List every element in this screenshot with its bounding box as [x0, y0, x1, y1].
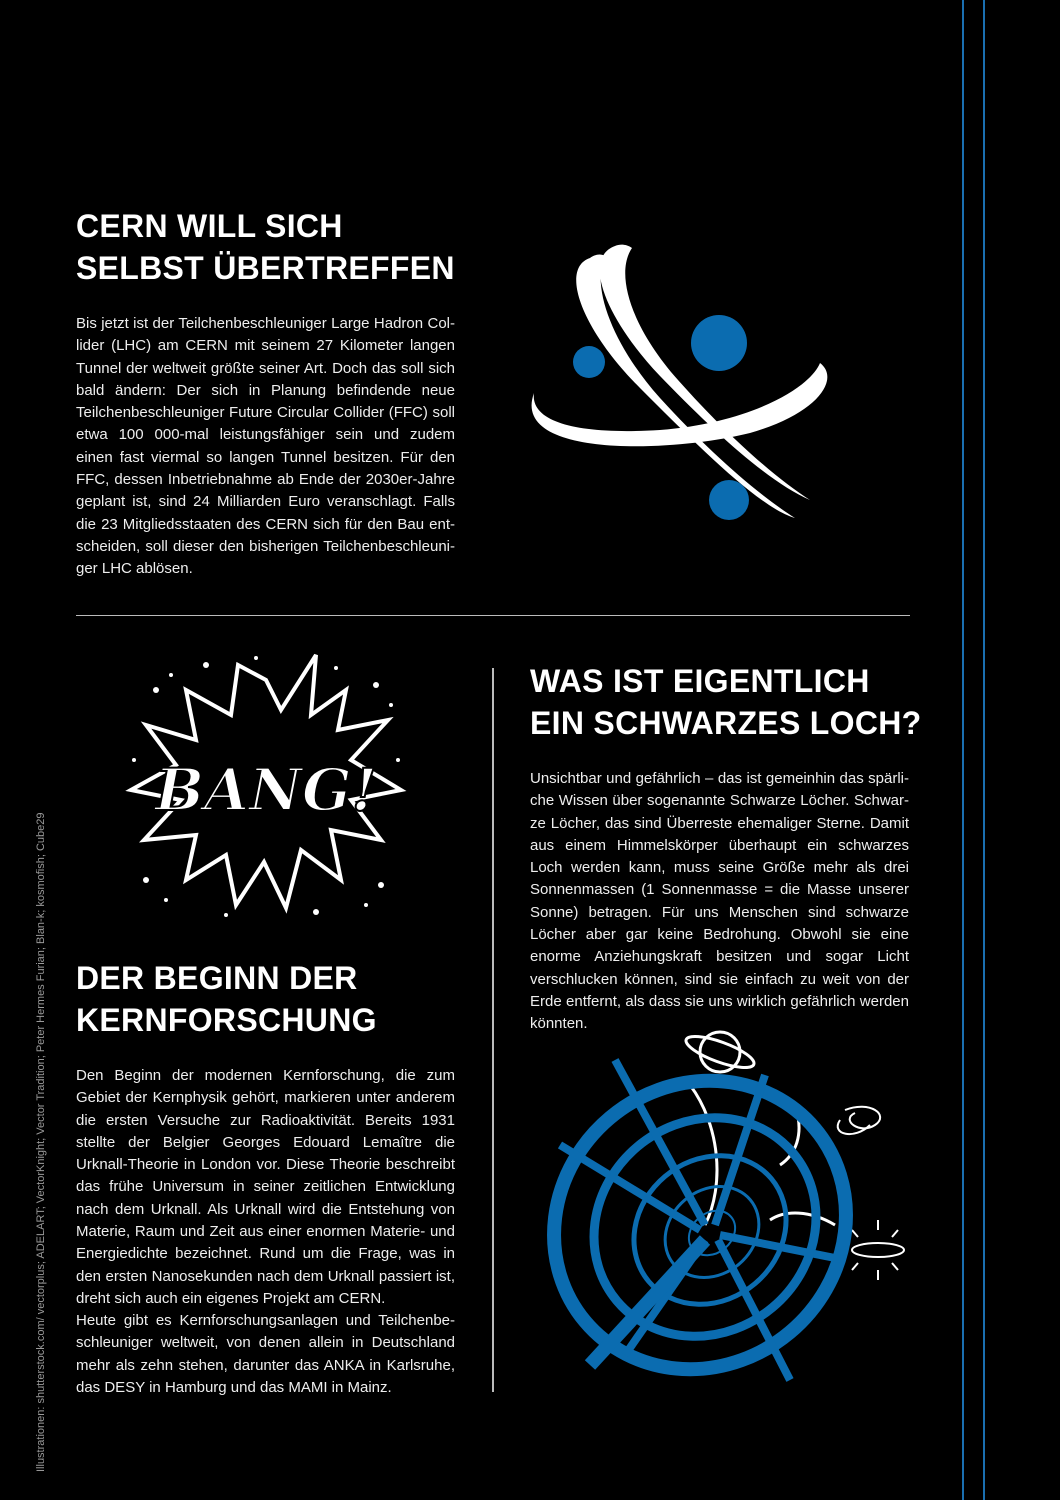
- edge-line-right: [983, 0, 985, 1500]
- galaxy-icon: [838, 1107, 880, 1134]
- kern-title: [76, 957, 377, 1041]
- sun-icon: [852, 1220, 904, 1280]
- loch-title-line2: EIN SCHWARZES LOCH?: [530, 705, 922, 741]
- edge-line-left: [962, 0, 964, 1500]
- kern-title-line1: DER BEGINN DER: [76, 960, 358, 996]
- kern-title-line2: KERNFORSCHUNG: [76, 1002, 377, 1038]
- loch-title-line1: WAS IST EIGENTLICH: [530, 663, 870, 699]
- loch-title: [530, 660, 921, 744]
- illustration-credit: Illustrationen: shutterstock.com/ vectorplus; ADELART; VectorKnight; Vector Tradition; Peter Hermes Furian; Blan-k; kosmofish; Cube29: [35, 812, 47, 1472]
- bang-icon: [126, 650, 406, 920]
- kern-body-2: Heute gibt es Kernforschungsanlagen und Teilchenbeschleuniger weltweit, von denen allein in Deutschland mehr als zehn stehen, darunter das ANKA in Karlsruhe, das DESY in Hamburg und das MAMI in Mainz.: [76, 1312, 455, 1396]
- kern-body: Den Beginn der modernen Kernforschung, die zum Gebiet der Kernphysik gehört, markieren unter anderem die ersten Versuche zur Radioaktivität. Bereits 1931 stellte der Belgier Georges Edouard Lemaître die Urknall-Theorie in London vor. Diese Theorie beschreibt das frühe Universum in seiner zeitlichen Entwicklung nach dem Urknall. Als Urknall wird die Entstehung von Materie, Raum und Zeit aus einer enormen Materie- und Energiedichte bezeichnet. Rund um die Frage, was in den ersten Nanosekunden nach dem Urknall passiert ist, dreht sich auch ein eigenes Projekt am CERN.: [76, 1067, 455, 1307]
- cern-title-line2: SELBST ÜBERTREFFEN: [76, 250, 455, 286]
- loch-body: Unsichtbar und gefährlich – das ist gemeinhin das spärliche Wissen über sogenannte Schwarze Löcher. Schwarze Löcher, das sind Überreste ehemaliger Sterne. Damit aus einem Himmelskörper überhaupt ein schwarzes Loch werden kann, muss seine Größe mehr als drei Sonnenmassen (1 Sonnenmasse = die Masse unserer Sonne) betragen. Für uns Menschen sind schwarze Löcher aber gar keine Bedrohung. Obwohl sie eine enorme Anziehungskraft besitzen und sogar Licht verschlucken können, sind sie einfach zu weit von der Erde entfernt, als dass sie uns wirklich gefährlich werden könnten.: [530, 770, 909, 1033]
- black-hole-icon: [540, 1025, 920, 1405]
- bang-word: BANG!: [154, 756, 378, 824]
- section-divider: [76, 615, 910, 616]
- atom-orbit-icon: [520, 238, 840, 528]
- planet-icon: [683, 1030, 757, 1073]
- cern-title: [76, 205, 455, 289]
- cern-body: Bis jetzt ist der Teilchenbeschleuniger Large Hadron Collider (LHC) am CERN mit seinem 27 Kilometer langen Tunnel der weltweit größte seiner Art. Doch das soll sich bald ändern: Der sich in Planung befindende neue Teilchenbeschleuniger Future Circular Collider (FFC) soll etwa 100 000-mal leistungsfähiger sein und zudem einen fast viermal so langen Tunnel besitzen. Für den FFC, dessen Inbetriebnahme ab Ende der 2030er-Jahre geplant ist, sind 24 Milliarden Euro veranschlagt. Falls die 23 Mitgliedsstaaten des CERN sich für den Bau entscheiden, soll dieser den bisherigen Teilchenbeschleuniger LHC ablösen.: [76, 315, 455, 578]
- cern-title-line1: CERN WILL SICH: [76, 208, 343, 244]
- column-divider: [492, 668, 494, 1392]
